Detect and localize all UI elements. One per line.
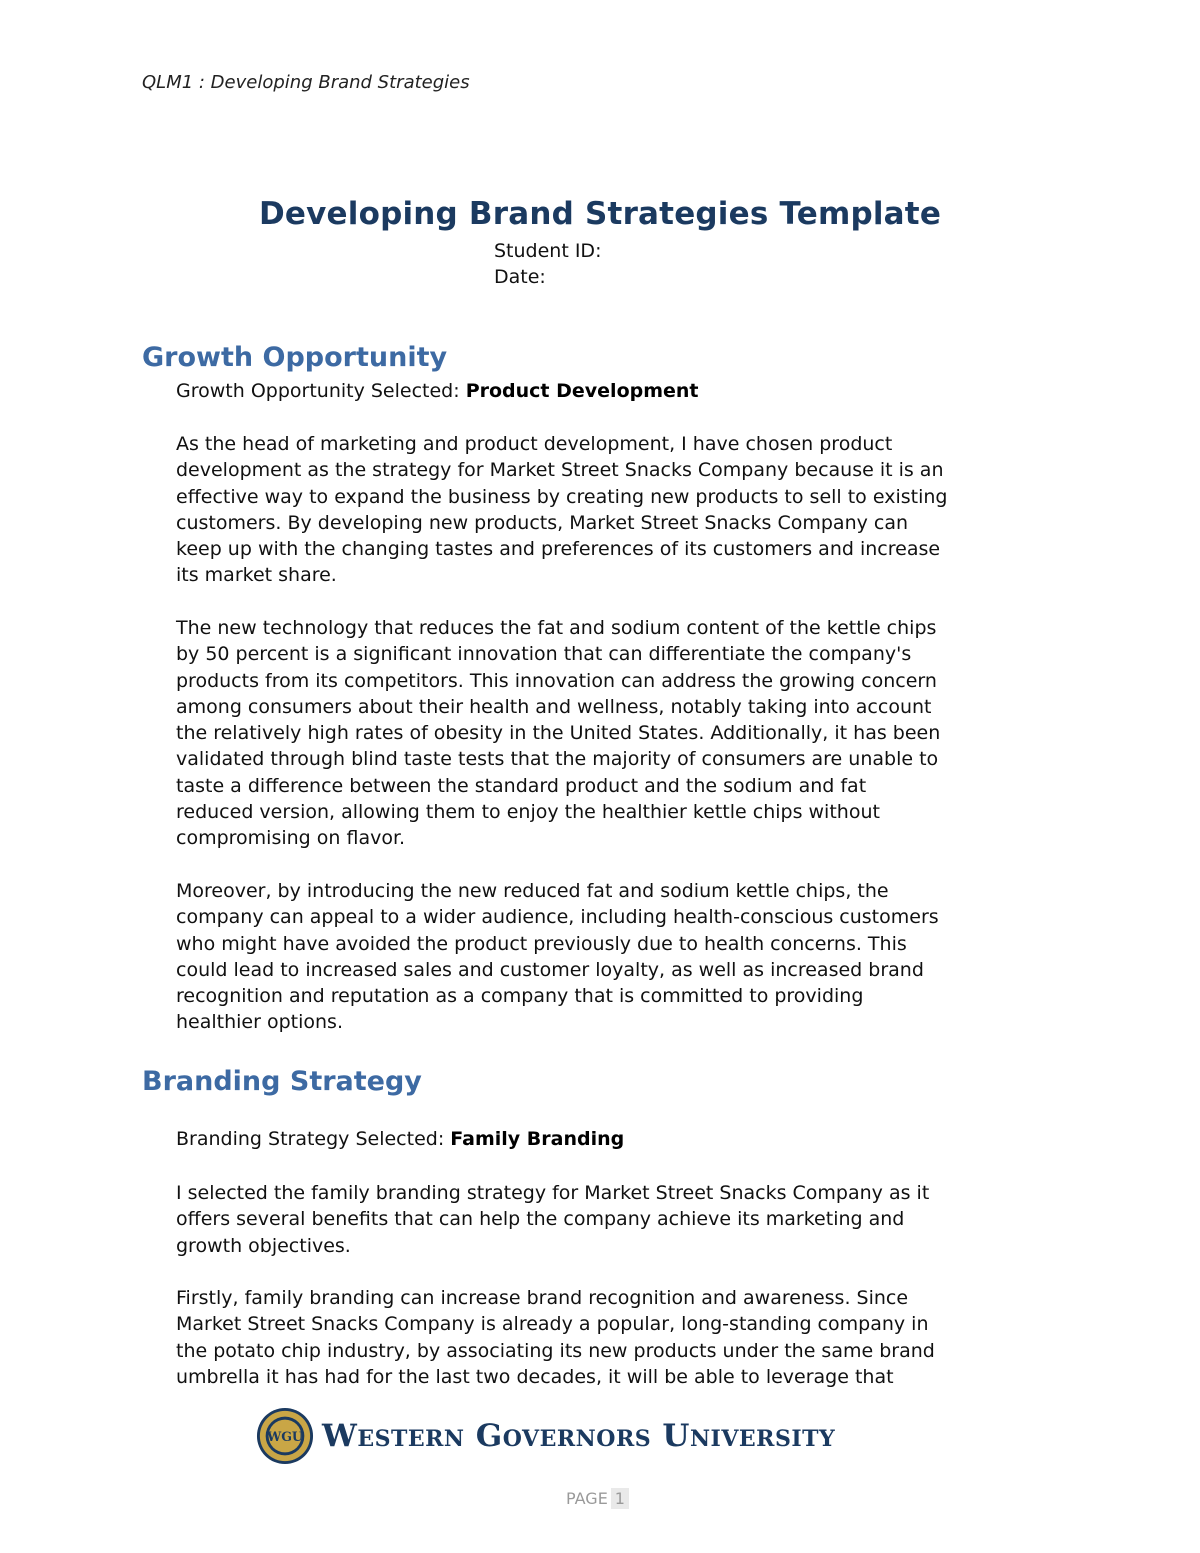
wgu-seal-icon <box>256 1407 314 1465</box>
branding-selected-value: Family Branding <box>450 1128 625 1150</box>
student-id-label: Student ID: <box>494 240 602 262</box>
branding-strategy-heading: Branding Strategy <box>142 1066 422 1097</box>
text-line: The new technology that reduces the fat and sodium content of the kettle chips <box>176 617 937 639</box>
page-label: PAGE <box>566 1489 608 1508</box>
text-line: Moreover, by introducing the new reduced fat and sodium kettle chips, the <box>176 880 889 902</box>
text-line: the potato chip industry, by associating its new products under the same brand <box>176 1339 935 1362</box>
text-line: by 50 percent is a significant innovation that can differentiate the company's <box>176 643 912 666</box>
text-line: offers several benefits that can help the company achieve its marketing and <box>176 1208 905 1231</box>
text-line: validated through blind taste tests that the majority of consumers are unable to <box>176 748 939 771</box>
text-line: As the head of marketing and product development, I have chosen product <box>176 433 893 455</box>
growth-paragraph-1 <box>176 431 1076 589</box>
branding-paragraph-2 <box>176 1285 1076 1390</box>
text-line: who might have avoided the product previously due to health concerns. This <box>176 932 907 955</box>
growth-opportunity-heading: Growth Opportunity <box>142 342 448 373</box>
text-line: its market share. <box>176 564 337 587</box>
text-line: Market Street Snacks Company is already a popular, long-standing company in <box>176 1313 929 1336</box>
text-line: products from its competitors. This innovation can address the growing concern <box>176 669 937 692</box>
wgu-wordmark: Western Governors University <box>322 1418 836 1454</box>
text-line: among consumers about their health and wellness, notably taking into account <box>176 695 932 718</box>
date-label: Date: <box>494 266 546 288</box>
text-line: I selected the family branding strategy for Market Street Snacks Company as it <box>176 1182 930 1204</box>
branding-paragraph-1 <box>176 1180 1076 1259</box>
text-line: compromising on flavor. <box>176 827 406 850</box>
text-line: recognition and reputation as a company that is committed to providing <box>176 985 864 1008</box>
document-header: QLM1 : Developing Brand Strategies <box>142 72 470 93</box>
document-title: Developing Brand Strategies Template <box>258 196 942 232</box>
growth-selected-value: Product Development <box>465 380 699 402</box>
wgu-seal-text: WGU <box>267 1428 303 1444</box>
page-number: 1 <box>611 1488 629 1509</box>
text-line: umbrella it has had for the last two decades, it will be able to leverage that <box>176 1365 894 1388</box>
branding-selected-label: Branding Strategy Selected: <box>176 1128 451 1150</box>
text-line: keep up with the changing tastes and preferences of its customers and increase <box>176 538 941 561</box>
growth-paragraph-3 <box>176 878 1076 1036</box>
growth-selected-line <box>176 380 699 402</box>
text-line: could lead to increased sales and customer loyalty, as well as increased brand <box>176 958 924 981</box>
text-line: the relatively high rates of obesity in the United States. Additionally, it has been <box>176 722 941 745</box>
branding-selected-line <box>176 1128 624 1150</box>
page-indicator <box>566 1489 629 1508</box>
text-line: customers. By developing new products, Market Street Snacks Company can <box>176 511 909 534</box>
text-line: company can appeal to a wider audience, including health-conscious customers <box>176 906 939 929</box>
text-line: effective way to expand the business by creating new products to sell to existing <box>176 485 948 508</box>
wgu-logo <box>256 1406 835 1466</box>
growth-paragraph-2 <box>176 615 1076 852</box>
text-line: development as the strategy for Market Street Snacks Company because it is an <box>176 459 944 482</box>
text-line: healthier options. <box>176 1011 343 1034</box>
growth-selected-label: Growth Opportunity Selected: <box>176 380 466 402</box>
text-line: taste a difference between the standard product and the sodium and fat <box>176 774 867 797</box>
text-line: Firstly, family branding can increase brand recognition and awareness. Since <box>176 1287 909 1309</box>
text-line: reduced version, allowing them to enjoy the healthier kettle chips without <box>176 801 880 824</box>
text-line: growth objectives. <box>176 1234 351 1257</box>
